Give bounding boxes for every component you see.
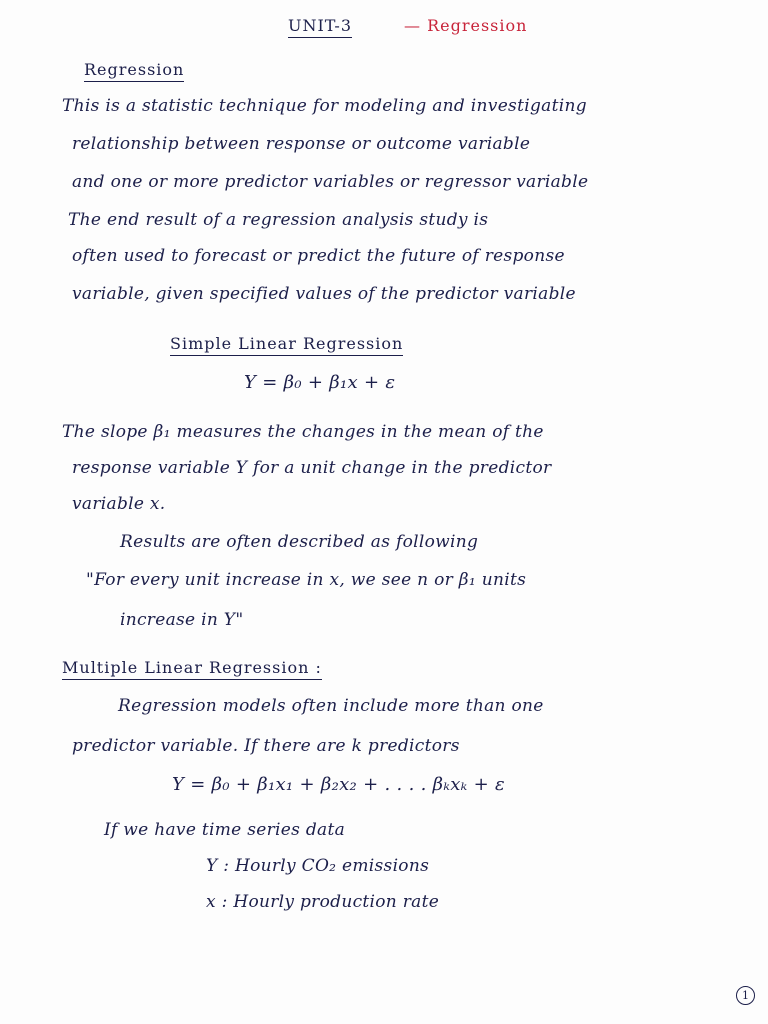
section-title-simple-linear-regression: Simple Linear Regression — [170, 334, 403, 356]
text-line: This is a statistic technique for modeling and investigating — [62, 96, 587, 116]
text-line: If we have time series data — [104, 820, 346, 840]
text-line: The end result of a regression analysis study is — [68, 210, 489, 230]
topic-heading: — Regression — [404, 16, 528, 35]
text-line: predictor variable. If there are k predictors — [72, 736, 460, 756]
section-title-regression: Regression — [84, 60, 184, 82]
example-line: x : Hourly production rate — [206, 892, 440, 912]
section-title-multiple-linear-regression: Multiple Linear Regression : — [62, 658, 322, 680]
text-line: The slope β₁ measures the changes in the mean of the — [62, 422, 544, 442]
text-line: increase in Y" — [120, 610, 244, 630]
text-line: often used to forecast or predict the future of response — [72, 246, 565, 266]
text-line: "For every unit increase in x, we see n or β₁ units — [86, 570, 527, 590]
text-line: Regression models often include more than one — [118, 696, 544, 716]
text-line: variable, given specified values of the predictor variable — [72, 284, 576, 304]
simple-regression-equation: Y = β₀ + β₁x + ε — [244, 372, 396, 393]
example-line: Y : Hourly CO₂ emissions — [206, 856, 430, 876]
text-line: variable x. — [72, 494, 166, 514]
page-number: 1 — [736, 986, 755, 1005]
text-line: relationship between response or outcome variable — [72, 134, 531, 154]
text-line: Results are often described as following — [120, 532, 479, 552]
unit-heading: UNIT-3 — [288, 16, 352, 38]
text-line: and one or more predictor variables or regressor variable — [72, 172, 589, 192]
multiple-regression-equation: Y = β₀ + β₁x₁ + β₂x₂ + . . . . βₖxₖ + ε — [172, 774, 505, 795]
text-line: response variable Y for a unit change in the predictor — [72, 458, 552, 478]
